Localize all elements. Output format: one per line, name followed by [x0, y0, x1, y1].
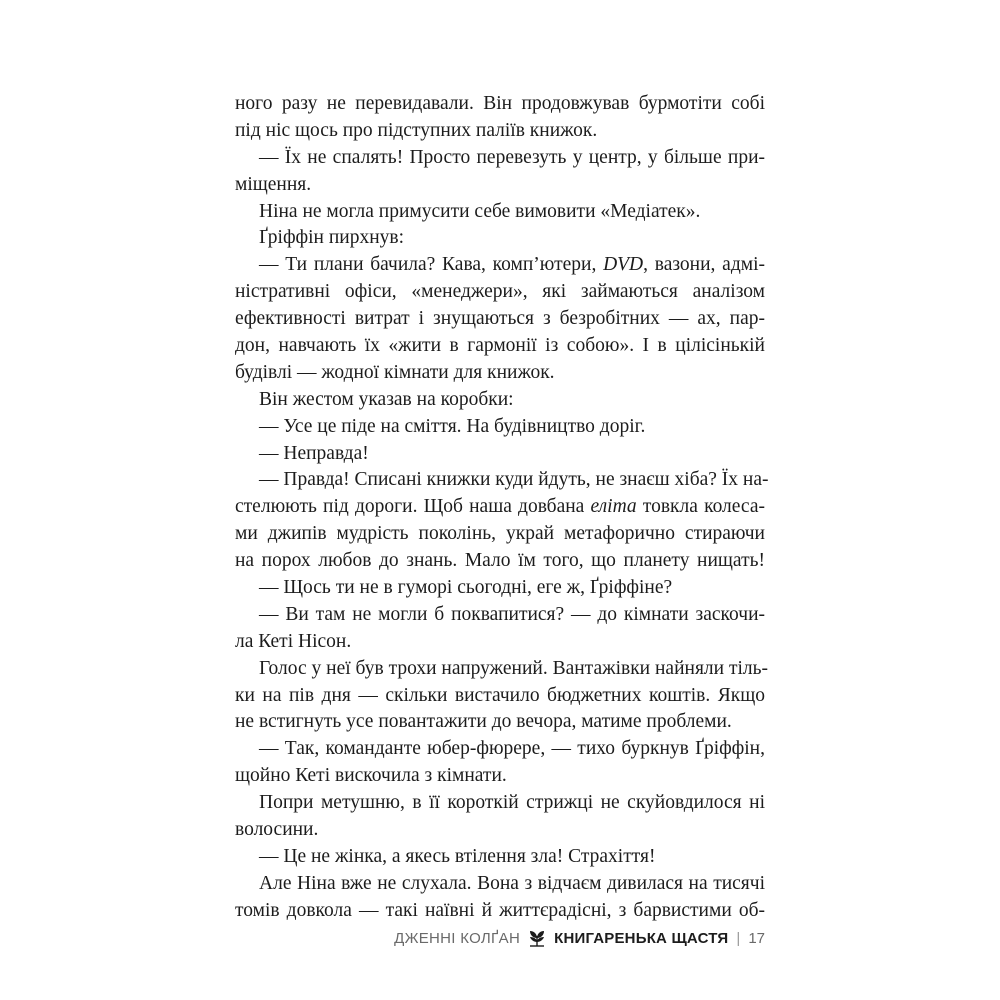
text-line: — Щось ти не в гуморі сьогодні, еге ж, Ґріффіне? — [259, 577, 673, 599]
text-line: ки на пів дня — скільки вистачило бюджетних коштів. Якщо — [235, 684, 765, 706]
text-line: ного разу не перевидавали. Він продовжував бурмотіти собі — [235, 93, 765, 114]
text-line: волосини. — [235, 819, 319, 841]
text-line: Ніна не могла примусити себе вимовити «Медіатек». — [259, 200, 701, 222]
page-number: 17 — [748, 929, 765, 947]
text-line: на порох любов до знань. Мало їм того, що планету нищать! — [235, 550, 765, 572]
text-line: дон, навчають їх «жити в гармонії із собою». І в цілісінькій — [235, 335, 765, 357]
text-line: Він жестом указав на коробки: — [259, 388, 514, 410]
book-title: КНИГАРЕНЬКА ЩАСТЯ — [554, 929, 729, 947]
body-text — [235, 91, 769, 925]
text-line: — Усе це піде на сміття. На будівництво доріг. — [259, 415, 646, 437]
text-line: ністративні офіси, «менеджери», які займаються аналізом — [235, 281, 765, 303]
footer-separator: | — [736, 929, 741, 947]
text-line: під ніс щось про підступних паліїв книжок. — [235, 119, 598, 141]
text-line: ефективності витрат і знущаються з безробітних — ах, пар- — [235, 308, 765, 330]
text-line: — Неправда! — [259, 442, 369, 464]
text-line: ла Кеті Нісон. — [235, 630, 352, 652]
text-line: будівлі — жодної кімнати для книжок. — [235, 361, 555, 383]
text-line: Попри метушню, в її короткій стрижці не скуйовдилося ні — [259, 792, 765, 814]
text-line: — Ти плани бачила? Кава, комп’ютери, DVD, вазони, адмі- — [259, 254, 765, 276]
author-name: ДЖЕННІ КОЛҐАН — [394, 929, 521, 947]
text-line: щойно Кеті вискочила з кімнати. — [235, 765, 507, 787]
text-line: Але Ніна вже не слухала. Вона з відчаєм дивилася на тисячі — [259, 872, 765, 894]
text-line: міщення. — [235, 173, 312, 195]
text-line: Ґріффін пирхнув: — [259, 227, 405, 249]
running-footer — [394, 927, 765, 949]
text-line: — Правда! Списані книжки куди йдуть, не знаєш хіба? Їх на- — [259, 469, 769, 491]
text-line: — Їх не спалять! Просто перевезуть у центр, у більше при- — [259, 146, 765, 168]
text-line: — Так, команданте юбер-фюрере, — тихо буркнув Ґріффін, — [259, 738, 765, 760]
book-leaf-icon — [526, 927, 548, 949]
text-line: Голос у неї був трохи напружений. Вантажівки найняли тіль- — [259, 657, 769, 679]
text-line: — Це не жінка, а якесь втілення зла! Страхіття! — [259, 845, 656, 867]
text-line: — Ви там не могли б поквапитися? — до кімнати заскочи- — [259, 603, 765, 625]
text-line: стелюють під дороги. Щоб наша довбана еліта товкла колеса- — [235, 496, 765, 518]
text-line: ми джипів мудрість поколінь, украй метафорично стираючи — [235, 523, 765, 545]
text-line: томів довкола — такі наївні й життєрадісні, з барвистими об- — [235, 899, 765, 921]
text-line: не встигнуть усе повантажити до вечора, матиме проблеми. — [235, 711, 732, 733]
